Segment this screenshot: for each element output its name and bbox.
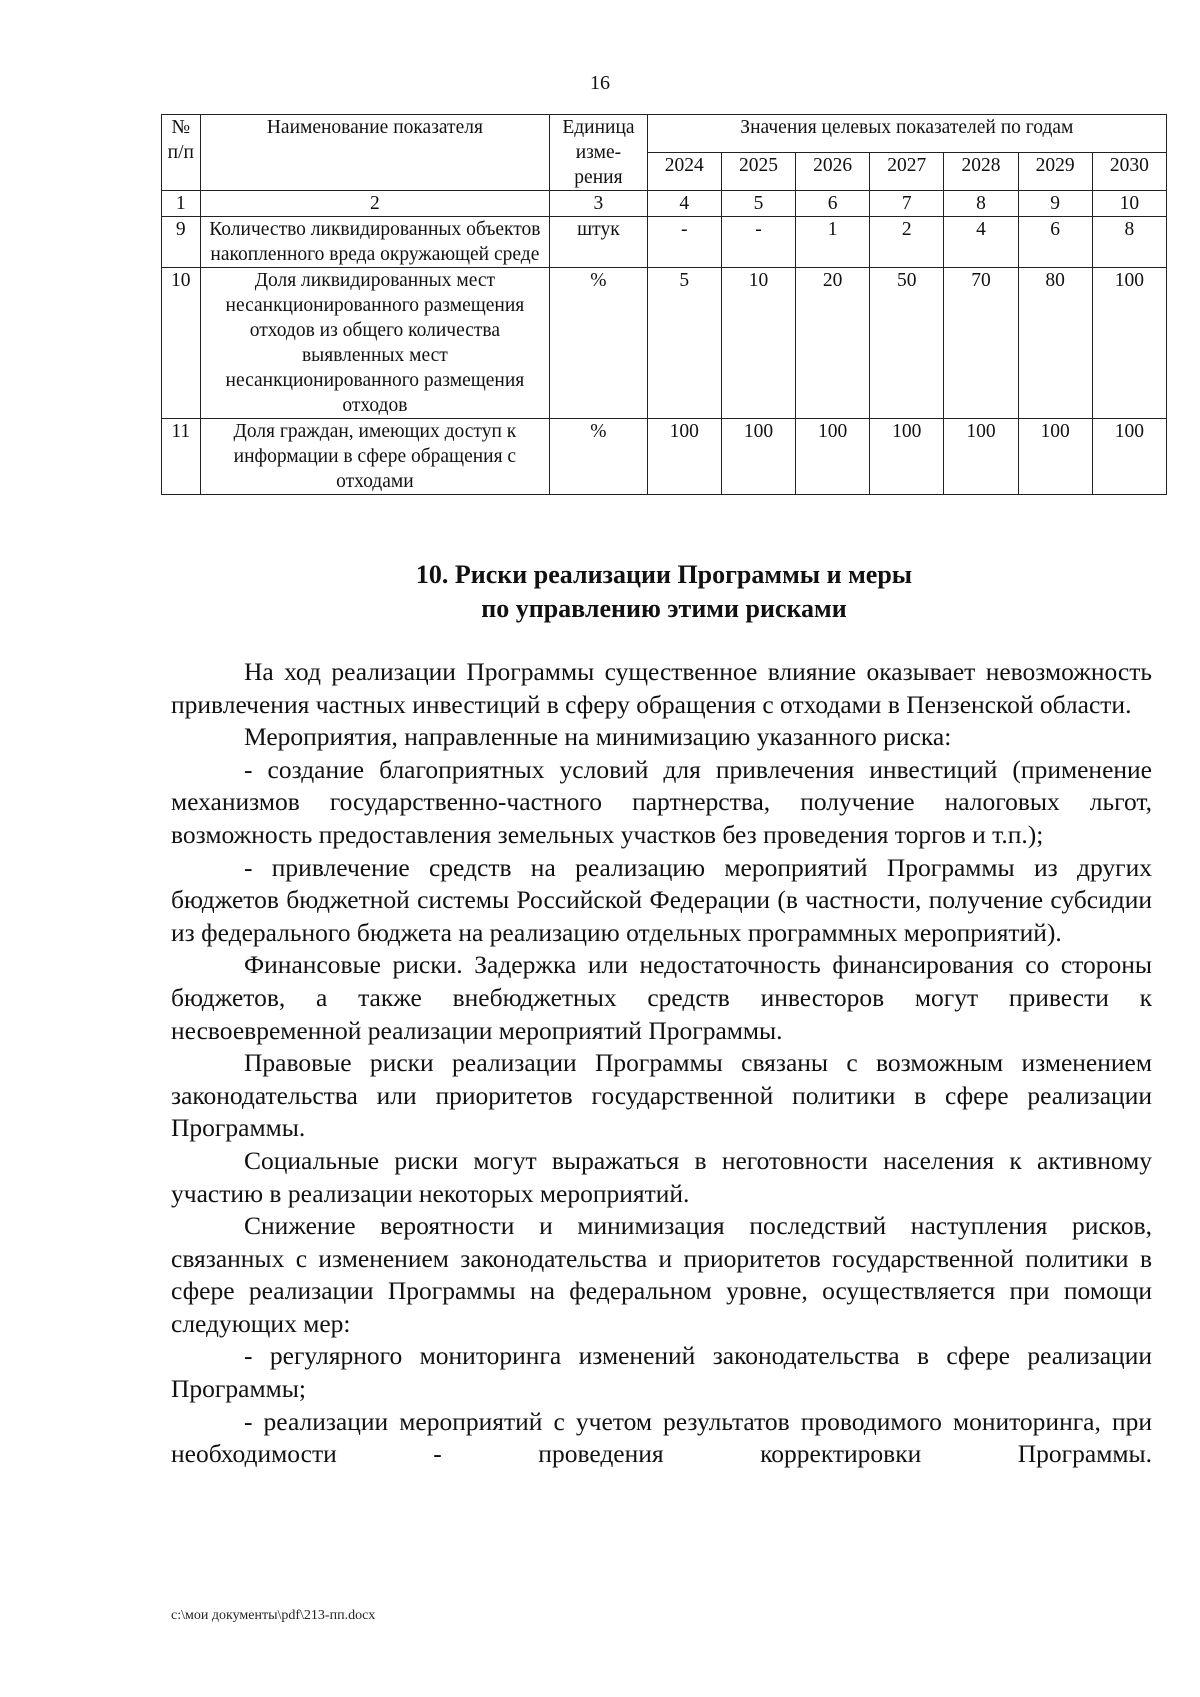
header-unit: Единица изме-рения xyxy=(550,115,648,191)
header-year: 2025 xyxy=(721,153,795,191)
header-year: 2028 xyxy=(944,153,1018,191)
row-value: 6 xyxy=(1018,217,1092,268)
column-number: 8 xyxy=(944,191,1018,217)
section-heading-line: по управлению этими рисками xyxy=(481,594,847,623)
paragraph: - создание благоприятных условий для привлечения инвестиций (применение механизмов государственно-частного партнерства, получение налоговых льгот, возможность предоставления земельных участков без проведения торгов и т.п.); xyxy=(171,754,1152,849)
indicators-table xyxy=(161,114,1167,495)
body-text xyxy=(171,656,1152,1471)
row-value: 100 xyxy=(1092,419,1166,495)
column-number: 3 xyxy=(550,191,648,217)
column-number: 5 xyxy=(721,191,795,217)
row-name: Доля ликвидированных мест несанкционированного размещения отходов из общего количества выявленных мест несанкционированного размещения отходов xyxy=(200,268,550,419)
row-num: 9 xyxy=(162,217,201,268)
row-value: 1 xyxy=(796,217,870,268)
column-number: 7 xyxy=(870,191,944,217)
table-header-row xyxy=(162,115,1167,153)
row-unit: штук xyxy=(550,217,648,268)
table-row xyxy=(162,268,1167,419)
column-number: 1 xyxy=(162,191,201,217)
paragraph: - привлечение средств на реализацию мероприятий Программы из других бюджетов бюджетной системы Российской Федерации (в частности, получение субсидии из федерального бюджета на реализацию отдельных программных мероприятий). xyxy=(171,852,1152,947)
header-year: 2024 xyxy=(647,153,721,191)
header-num: № п/п xyxy=(162,115,201,191)
row-value: 4 xyxy=(944,217,1018,268)
column-number: 2 xyxy=(200,191,550,217)
paragraph: Правовые риски реализации Программы связаны с возможным изменением законодательства или приоритетов государственной политики в сфере реализации Программы. xyxy=(171,1048,1152,1143)
header-year: 2030 xyxy=(1092,153,1166,191)
row-value: 100 xyxy=(944,419,1018,495)
paragraph: Снижение вероятности и минимизация последствий наступления рисков, связанных с изменением законодательства и приоритетов государственной политики в сфере реализации Программы на федеральном уровне, осуществляется при помощи следующих мер: xyxy=(171,1211,1152,1338)
header-values-group: Значения целевых показателей по годам xyxy=(647,115,1166,153)
row-name: Количество ликвидированных объектов накопленного вреда окружающей среде xyxy=(200,217,550,268)
row-unit: % xyxy=(550,268,648,419)
paragraph: Финансовые риски. Задержка или недостаточность финансирования со стороны бюджетов, а также внебюджетных средств инвесторов могут привести к несвоевременной реализации мероприятий Программы. xyxy=(171,950,1152,1045)
column-number: 10 xyxy=(1092,191,1166,217)
page-number: 16 xyxy=(590,72,610,94)
row-unit: % xyxy=(550,419,648,495)
footer-file-path: c:\мои документы\pdf\213-пп.docx xyxy=(171,1608,376,1623)
row-value: 5 xyxy=(647,268,721,419)
row-value: 8 xyxy=(1092,217,1166,268)
row-value: 10 xyxy=(721,268,795,419)
column-number-row xyxy=(162,191,1167,217)
row-value: 70 xyxy=(944,268,1018,419)
table-row xyxy=(162,217,1167,268)
column-number: 9 xyxy=(1018,191,1092,217)
row-value: - xyxy=(647,217,721,268)
header-year: 2027 xyxy=(870,153,944,191)
row-name: Доля граждан, имеющих доступ к информации в сфере обращения с отходами xyxy=(200,419,550,495)
row-num: 11 xyxy=(162,419,201,495)
row-value: 100 xyxy=(647,419,721,495)
row-value: - xyxy=(721,217,795,268)
header-year: 2029 xyxy=(1018,153,1092,191)
paragraph: Мероприятия, направленные на минимизацию указанного риска: xyxy=(244,722,952,752)
header-year: 2026 xyxy=(796,153,870,191)
row-value: 100 xyxy=(721,419,795,495)
row-value: 100 xyxy=(1092,268,1166,419)
section-heading xyxy=(161,558,1167,626)
row-value: 100 xyxy=(1018,419,1092,495)
paragraph: Социальные риски могут выражаться в неготовности населения к активному участию в реализации некоторых мероприятий. xyxy=(171,1145,1152,1208)
table-row xyxy=(162,419,1167,495)
row-value: 100 xyxy=(870,419,944,495)
row-value: 80 xyxy=(1018,268,1092,419)
row-value: 2 xyxy=(870,217,944,268)
paragraph: На ход реализации Программы существенное влияние оказывает невозможность привлечения частных инвестиций в сферу обращения с отходами в Пензенской области. xyxy=(171,657,1152,719)
paragraph: - регулярного мониторинга изменений законодательства в сфере реализации Программы; xyxy=(171,1341,1152,1404)
column-number: 4 xyxy=(647,191,721,217)
row-num: 10 xyxy=(162,268,201,419)
row-value: 20 xyxy=(796,268,870,419)
header-name: Наименование показателя xyxy=(200,115,550,191)
column-number: 6 xyxy=(796,191,870,217)
row-value: 100 xyxy=(796,419,870,495)
row-value: 50 xyxy=(870,268,944,419)
paragraph: - реализации мероприятий с учетом результатов проводимого мониторинга, при необходимости - проведения корректировки Программы. xyxy=(171,1406,1152,1469)
section-heading-line: 10. Риски реализации Программы и меры xyxy=(415,560,913,589)
